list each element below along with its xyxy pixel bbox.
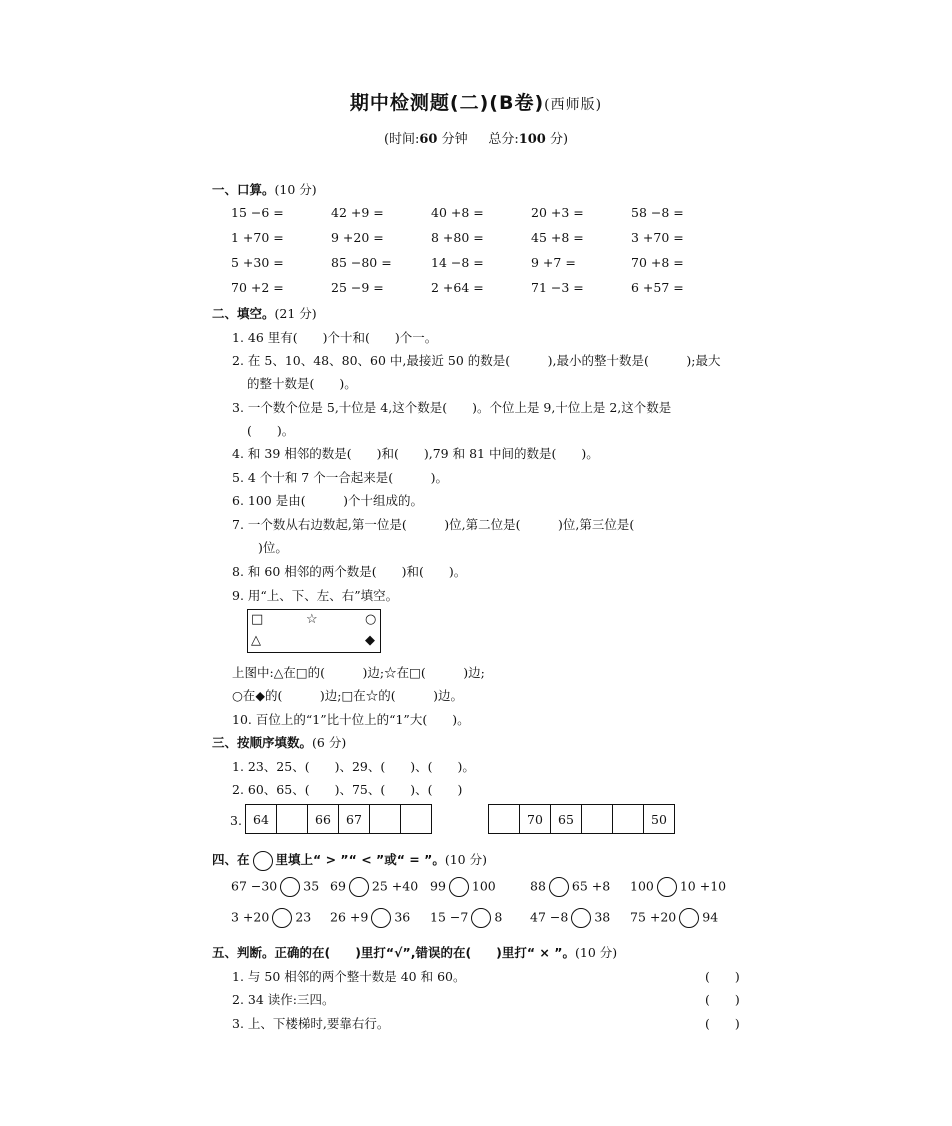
sequence-cell[interactable]: [489, 805, 520, 834]
q2-10: 10. 百位上的“1”比十位上的“1”大( )。: [232, 712, 470, 727]
compare-item: [231, 908, 311, 928]
edition-text: (西师版): [544, 97, 603, 113]
q2-9-line1: 上图中:△在□的( )边;☆在□( )边;: [232, 665, 485, 680]
math-item: 25 −9 =: [331, 280, 384, 295]
section3-heading: [212, 733, 346, 751]
compare-right: 8: [494, 909, 503, 925]
math-item: 8 +80 =: [431, 230, 484, 245]
compare-right: 100: [471, 878, 496, 894]
compare-left: 69: [330, 878, 346, 894]
answer-circle[interactable]: [371, 908, 391, 928]
section4-heading: [212, 850, 487, 871]
math-item: 85 −80 =: [331, 255, 392, 270]
section4-title-pre: 四、在: [212, 852, 250, 867]
star-icon: ☆: [306, 612, 318, 627]
sequence-cell[interactable]: 50: [644, 805, 675, 834]
q2-7: 7. 一个数从右边数起,第一位是( )位,第二位是( )位,第三位是(: [232, 517, 635, 532]
answer-paren-2[interactable]: ( ): [705, 992, 740, 1007]
answer-circle[interactable]: [280, 877, 300, 897]
q2-3-cont: ( )。: [247, 423, 295, 438]
section2-title: 二、填空。: [212, 306, 275, 321]
math-item: 14 −8 =: [431, 255, 484, 270]
q3-1: 1. 23、25、( )、29、( )、( )。: [232, 759, 475, 774]
q2-9-line2: ○在◆的( )边;□在☆的( )边。: [232, 688, 464, 703]
sequence-cell[interactable]: 66: [308, 805, 339, 834]
score-value: 100: [518, 132, 546, 147]
answer-circle[interactable]: [549, 877, 569, 897]
circle-icon: [253, 851, 273, 871]
math-item: 5 +30 =: [231, 255, 284, 270]
compare-item: [330, 908, 410, 928]
compare-item: [231, 877, 319, 897]
compare-item: [330, 877, 418, 897]
sequence-cell[interactable]: 70: [520, 805, 551, 834]
compare-right: 94: [702, 909, 719, 925]
compare-right: 38: [594, 909, 611, 925]
compare-item: [530, 877, 610, 897]
compare-left: 88: [530, 878, 546, 894]
section5-heading: [212, 943, 617, 961]
section1-points: (10 分): [274, 182, 317, 197]
compare-left: 3 +20: [231, 909, 270, 925]
exam-info: [0, 128, 952, 147]
diamond-icon: ◆: [365, 633, 375, 648]
sequence-cell[interactable]: [277, 805, 308, 834]
section5-title: 五、判断。正确的在( )里打“√”,错误的在( )里打“ × ”。: [212, 945, 575, 960]
section1-title: 一、口算。: [212, 182, 275, 197]
compare-item: [530, 908, 610, 928]
math-item: 71 −3 =: [531, 280, 584, 295]
compare-left: 15 −7: [430, 909, 469, 925]
square-icon: □: [251, 612, 264, 627]
answer-circle[interactable]: [449, 877, 469, 897]
section2-points: (21 分): [274, 306, 317, 321]
compare-left: 75 +20: [630, 909, 677, 925]
time-label: (时间:: [383, 132, 420, 147]
math-item: 70 +8 =: [631, 255, 684, 270]
q2-5: 5. 4 个十和 7 个一合起来是( )。: [232, 470, 448, 485]
compare-left: 100: [630, 878, 654, 894]
math-item: 42 +9 =: [331, 205, 384, 220]
math-item: 58 −8 =: [631, 205, 684, 220]
section3-points: (6 分): [312, 735, 347, 750]
compare-right: 25 +40: [371, 878, 419, 894]
q2-7-cont: )位。: [258, 540, 288, 555]
triangle-icon: △: [251, 633, 261, 648]
compare-right: 35: [303, 878, 320, 894]
answer-circle[interactable]: [471, 908, 491, 928]
section4-title-post: 里填上“ > ”“ < ”或“ = ”。: [275, 852, 445, 867]
time-unit: 分钟: [441, 132, 468, 147]
title-text: 期中检测题(二)(B卷): [349, 92, 545, 114]
sequence-cell[interactable]: [613, 805, 644, 834]
compare-left: 99: [430, 878, 446, 894]
compare-right: 10 +10: [679, 878, 727, 894]
section1-heading: [212, 180, 317, 198]
q2-8: 8. 和 60 相邻的两个数是( )和( )。: [232, 564, 467, 579]
math-item: 9 +20 =: [331, 230, 384, 245]
sequence-table-2: [488, 804, 675, 834]
sequence-table-1: [245, 804, 432, 834]
sequence-cell[interactable]: [582, 805, 613, 834]
q2-6: 6. 100 是由( )个十组成的。: [232, 493, 423, 508]
math-item: 45 +8 =: [531, 230, 584, 245]
compare-item: [630, 877, 726, 897]
q3-2: 2. 60、65、( )、75、( )、( ): [232, 782, 463, 797]
answer-circle[interactable]: [657, 877, 677, 897]
compare-item: [430, 908, 502, 928]
q2-4: 4. 和 39 相邻的数是( )和( ),79 和 81 中间的数是( )。: [232, 446, 599, 461]
compare-right: 36: [394, 909, 411, 925]
q2-2: 2. 在 5、10、48、80、60 中,最接近 50 的数是( ),最小的整十数是( );最大: [232, 353, 721, 368]
compare-right: 23: [295, 909, 312, 925]
q2-1: 1. 46 里有( )个十和( )个一。: [232, 330, 438, 345]
section3-title: 三、按顺序填数。: [212, 735, 313, 750]
section2-heading: [212, 304, 317, 322]
time-value: 60: [419, 132, 438, 147]
answer-circle[interactable]: [679, 908, 699, 928]
compare-item: [430, 877, 496, 897]
q5-2: 2. 34 读作:三四。: [232, 992, 335, 1007]
compare-left: 47 −8: [530, 909, 569, 925]
score-unit: 分): [549, 132, 569, 147]
compare-left: 67 −30: [231, 878, 278, 894]
math-item: 15 −6 =: [231, 205, 284, 220]
sequence-cell[interactable]: [401, 805, 432, 834]
sequence-cell[interactable]: [370, 805, 401, 834]
answer-circle[interactable]: [571, 908, 591, 928]
math-item: 40 +8 =: [431, 205, 484, 220]
answer-circle[interactable]: [272, 908, 292, 928]
q2-9: 9. 用“上、下、左、右”填空。: [232, 588, 399, 603]
math-item: 6 +57 =: [631, 280, 684, 295]
sequence-cell[interactable]: 64: [246, 805, 277, 834]
answer-paren-3[interactable]: ( ): [705, 1016, 740, 1031]
math-item: 1 +70 =: [231, 230, 284, 245]
circle-icon: ○: [365, 612, 377, 627]
math-item: 2 +64 =: [431, 280, 484, 295]
q2-2-cont: 的整十数是( )。: [247, 376, 357, 391]
math-item: 70 +2 =: [231, 280, 284, 295]
q2-3: 3. 一个数个位是 5,十位是 4,这个数是( )。个位上是 9,十位上是 2,这个数是: [232, 400, 672, 415]
math-item: 9 +7 =: [531, 255, 576, 270]
position-diagram: [247, 609, 381, 653]
score-label: 总分:: [488, 132, 519, 147]
answer-paren-1[interactable]: ( ): [705, 969, 740, 984]
section5-points: (10 分): [574, 945, 618, 960]
compare-right: 65 +8: [571, 878, 611, 894]
answer-circle[interactable]: [349, 877, 369, 897]
math-item: 20 +3 =: [531, 205, 584, 220]
q5-3: 3. 上、下楼梯时,要靠右行。: [232, 1016, 390, 1031]
compare-item: [630, 908, 718, 928]
q5-1: 1. 与 50 相邻的两个整十数是 40 和 60。: [232, 969, 466, 984]
section4-points: (10 分): [444, 852, 487, 867]
compare-left: 26 +9: [330, 909, 369, 925]
q3-3-label: 3.: [230, 813, 242, 828]
math-item: 3 +70 =: [631, 230, 684, 245]
page-title: [0, 88, 952, 115]
sequence-cell[interactable]: 65: [551, 805, 582, 834]
sequence-cell[interactable]: 67: [339, 805, 370, 834]
